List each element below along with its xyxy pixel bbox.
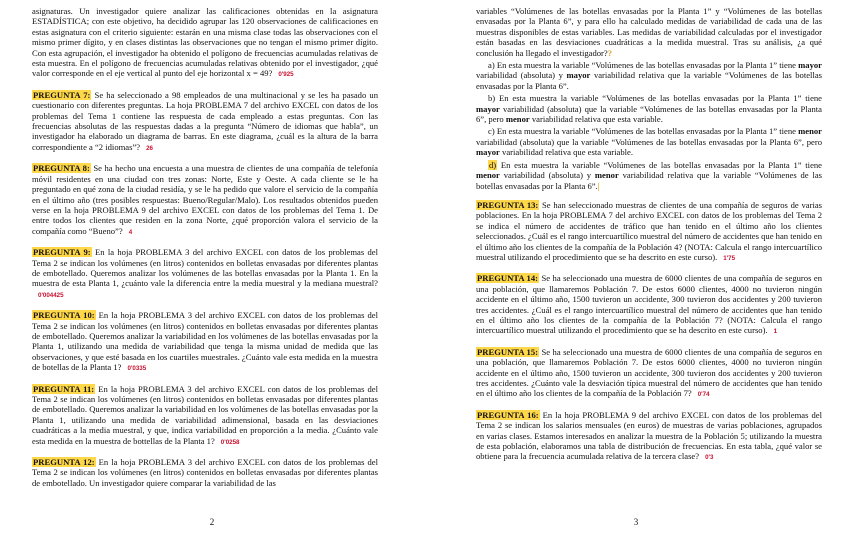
page-number: 3 [633,517,639,527]
question-9 [32,247,378,301]
question-label: PREGUNTA 11: [33,383,95,394]
question-text: Se han seleccionado muestras de clientes de una compañía de seguros de varias poblaciones. En la hoja PROBLEMA 7 del archivo EXCEL con datos de los problemas del Tema 2 se indica el número de accidentes de tráfico que han tenido en el último año los clientes seleccionados. ¿Cuál es el rango intercuartílico muestral del número de accidentes que han tenido en el último año los clientes de la compañía de la Población 4? (NOTA: Calcula el rango intercuartílico muestral utilizando el procedimiento que se ha descrito en este curso). [476,199,822,262]
question-16 [476,410,822,464]
question-text: En la hoja PROBLEMA 3 del archivo EXCEL con datos de los problemas del Tema 2 se indican los volúmenes (en litros) contenidos en bolletas envasadas por diferentes plantas de embotellado. Un investigador quiere comparar la variabilidad de las [32,457,378,488]
right-column [476,6,822,473]
intro-paragraph [32,6,378,81]
question-label: PREGUNTA 16: [477,409,539,420]
left-column [32,6,378,497]
question-label: PREGUNTA 14: [477,273,539,284]
option-text: variabilidad relativa que esta variable. [499,147,634,158]
handwritten-answer: 26 [146,144,153,152]
handwritten-answer: 1 [773,328,778,336]
handwritten-answer: 0'004425 [38,291,64,299]
option-letter-selected: d) [489,159,497,170]
intro-text: asignaturas. Un investigador quiere analizar las calificaciones obtenidas en la asignatura ESTADÍSTICA; con este objetivo, ha decidido agrupar las 120 observaciones de calificaciones en estas asignatura con el criterio siguiente: estarán en una misma clase todas las observaciones con el mismo primer dígito, y en clases distintas las observaciones que no tengan el mismo primer dígito. Con esta agrupación, el investigador ha obtenido el polígono de frecuencias acumuladas relativas de esta muestra. En el polígono de frecuencias acumuladas relativas obtenido por el investigador, ¿qué valor corresponde en el eje vertical al punto del eje horizontal x = 49? [32,6,378,79]
option-c [476,126,822,157]
question-10 [32,310,378,374]
option-text: En esta muestra la variable “Volúmenes de las botellas envasadas por la Planta 1” tiene [499,93,822,104]
question-label: PREGUNTA 13: [477,199,539,210]
question-text: En la hoja PROBLEMA 3 del archivo EXCEL con datos de los problemas del Tema 2 se indican los volúmenes (en litros) contenidos en bolletas envasadas por diferentes plantas de embotellado. Queremos analizar la variabilidad en los volúmenes de las botellas envasadas por la Planta 1, utilizando una medida de variabilidad adimensional, basada en las desviaciones cuadráticas a la media muestral, y que, indica variabilidad en proporción a la media. ¿Cuánto vale esta medida en la muestra de bottellas de la Planta 1? [32,383,378,446]
option-emphasis: mayor [476,147,500,158]
handwritten-answer: 4 [128,228,133,236]
option-text: variabilidad (absoluta) que la variable “Volúmenes de las botellas envasadas por la Planta 6”, pero [476,136,822,147]
option-text: variabilidad (absoluta) que la variable “Volúmenes de las botellas envasadas por la Planta 6”, pero [476,103,822,125]
option-emphasis: mayor [798,60,822,71]
question-11 [32,384,378,448]
page-number: 2 [209,517,215,527]
handwritten-answer: 0'0258 [220,438,240,446]
question-text: En la hoja PROBLEMA 9 del archivo EXCEL con datos de los problemas del Tema 2 se indican los salarios mensuales (en euros) de muestras de varias poblaciones, agrupados en varias clases. Estamos interesados en analizar la muestra de la Población 5; utilizando la muestra de esta población, elaboramos una tabla de distribución de frecuencias. En esta tabla, ¿qué valor se obtiene para la frecuencia acumulada relativa de la tercera clase? [476,409,822,462]
option-text: variabilidad relativa que la variable “Volúmenes de las botellas envasadas por la Planta 6”. [476,170,822,191]
question-12 [32,457,378,488]
question-7 [32,90,378,154]
question-text: Se ha seleccionado una muestra de 6000 clientes de una compañía de seguros en una población, que llamaremos Población 7. De estos 6000 clientes, 4000 no tuvieron ningún accidente en el último año, 1500 tuvieron un accidente, 300 tuvieron dos accidentes y 200 tuvieron tres accidentes. ¿Cuál es el rango intercuartílico muestral del número de accidentes que han tenido en el último año los clientes de la compañía de la Población 7? (NOTA: Calcula el rango intercuartílico muestral utilizando el procedimiento que se ha descrito en este curso). [476,273,822,336]
question-8 [32,163,378,238]
option-a [476,60,822,91]
question-label: PREGUNTA 15: [477,346,539,357]
answer-mark: ? [607,47,613,58]
question-12-continued [476,6,822,58]
question-text: variables “Volúmenes de las botellas envasadas por la Planta 1” y “Volúmenes de las botellas envasadas por la Planta 6”, y para ello ha calculado medidas de variabilidad de cada una de las muestras disponibles de estas variables. Las medidas de variabilidad calculadas por el investigador están basadas en las desviaciones cuadráticas a la medida muestral. Tras su análisis, ¿a qué conclusión ha llegado el investigador? [476,6,822,58]
question-text: Se ha hecho una encuesta a una muestra de clientes de una compañía de telefonía móvil residentes en una ciudad con tres zonas: Norte, Este y Oeste. A cada cliente se le ha preguntado en qué zona de la ciudad residía, y se le ha pedido que valore el servicio de la compañía en el último año (tres posibles respuestas: Bueno/Regular/Malo). Los resultados obtenidos pueden verse en la hoja PROBLEMA 9 del archivo EXCEL con datos de los problemas del Tema 1. De entre todos los clientes que residen en la zona Norte, ¿qué proporción valora el servicio de la compañía como “Bueno”? [32,163,378,236]
question-label: PREGUNTA 8: [33,163,90,174]
question-text: En la hoja PROBLEMA 3 del archivo EXCEL con datos de los problemas del Tema 2 se indican los volúmenes (en litros) contenidos en bolletas envasadas por diferentes plantas de embotellado. Queremos analizar los volúmenes de las botellas envasadas por la Planta 1. En la muestra de esta Planta 1, ¿cuánto vale la diferencia entre la media muestral y la mediana muestral? [32,247,379,289]
option-text: En esta muestra la variable “Volúmenes de las botellas envasadas por la Planta 1” tiene [496,126,799,137]
handwritten-answer: 0'0335 [127,365,147,373]
option-text: En esta muestra la variable “Volúmenes de las botellas envasadas por la Planta 1” tiene [496,60,799,71]
option-text: En esta muestra la variable “Volúmenes de las botellas envasadas por la Planta 1” tiene [500,159,822,170]
option-emphasis: menor [476,170,500,181]
option-d [476,160,822,191]
handwritten-answer: 0'3 [705,454,714,462]
question-15 [476,347,822,401]
handwritten-answer: 0'925 [278,71,294,79]
question-text: Se ha seleccionado a 98 empleados de una multinacional y se les ha pasado un cuestionario con diferentes preguntas. La hoja PROBLEMA 7 del archivo EXCEL con datos de los problemas del Tema 1 contiene las respuesta de cada empleado a estas preguntas. Con las frecuencias absolutas de las respuestas dadas a la pregunta “Número de idiomas que habla”, un investigador ha elaborado un diagrama de barras. En este diagrama, ¿cuál es la altura de la barra correspondiente a “2 idiomas”? [32,89,378,152]
question-label: PREGUNTA 7: [33,89,91,100]
option-letter: c) [488,126,495,137]
handwritten-answer: 1'75 [723,254,736,262]
option-text: variabilidad relativa que esta variable. [529,114,663,125]
option-emphasis: menor [594,170,619,181]
option-emphasis: menor [798,126,822,137]
question-13 [476,200,822,264]
option-text: variabilidad (absoluta) y [476,70,567,81]
question-label: PREGUNTA 10: [33,310,95,321]
option-emphasis: mayor [476,103,500,114]
question-text: En la hoja PROBLEMA 3 del archivo EXCEL con datos de los problemas del Tema 2 se indican los volúmenes (en litros) contenidos en bolletas envasadas por diferentes plantas de embotellado. Queremos analizar la variabilidad en los volúmenes de las botellas envasadas por la Planta 1, utilizando una medida de variabilidad que tenga la misma unidad de medida que las observaciones, y que esté basada en los cuartiles muestrales. ¿Cuánto vale esta medida en la muestra de botellas de la Planta 1? [32,310,378,373]
option-letter: b) [488,93,496,104]
question-14 [476,273,822,337]
option-letter: a) [488,60,495,71]
answer-mark: | [597,180,600,191]
question-label: PREGUNTA 12: [33,457,95,468]
question-text: Se ha seleccionado una muestra de 6000 clientes de una compañía de seguros en una población, que llamaremos Población 7. De estos 6000 clientes, 4000 no tuvieron ningún accidente en el último año, 1500 tuvieron un accidente, 300 tuvieron dos accidentes y 200 tuvieron tres accidentes. ¿Cuánto vale la desviación típica muestral del número de accidentes que han tenido en el último año los clientes de la compañía de la Población 7? [476,346,822,399]
option-text: variabilidad (absoluta) y [499,170,595,181]
option-emphasis: mayor [566,70,591,81]
handwritten-answer: 0'74 [697,391,710,399]
option-b [476,93,822,124]
option-emphasis: menor [505,114,530,125]
option-text: variabilidad relativa que la variable “Volúmenes de las botellas envasadas por la Planta 6”. [476,70,822,91]
question-label: PREGUNTA 9: [33,247,91,258]
page-right [424,0,848,541]
